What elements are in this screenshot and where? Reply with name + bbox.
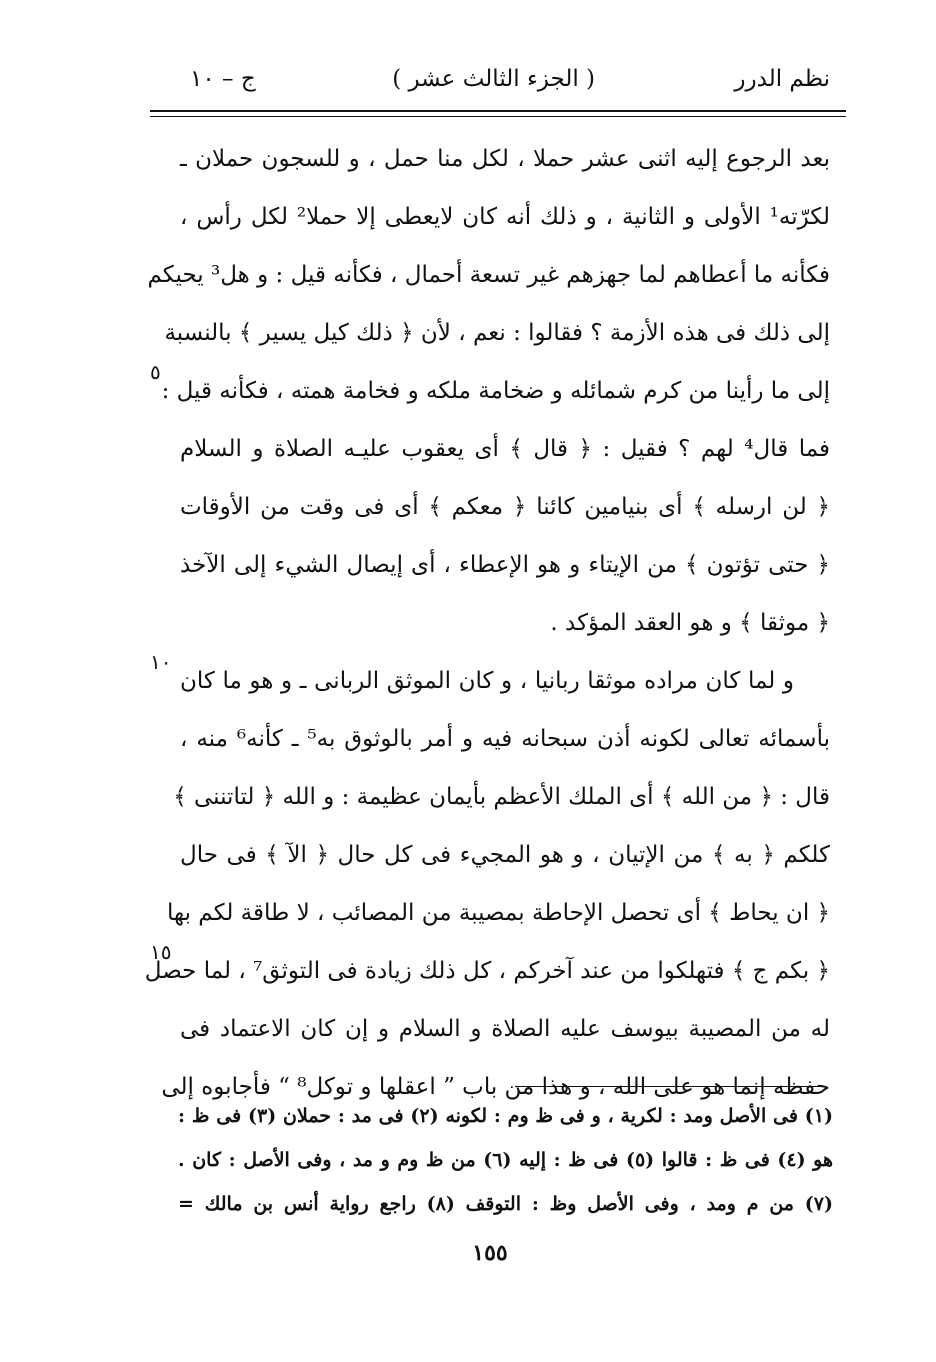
- text-line: إلى ذلك فى هذه الأزمة ؟ فقالوا : نعم ، لأن ﴿ ذلك كيل يسير ﴾ بالنسبة: [164, 320, 830, 346]
- footnote-rule: [515, 1086, 825, 1087]
- text-line: بأسمائه تعالى لكونه أذن سبحانه فيه و أمر بالوثوق به⁵ ـ كأنه⁶ منه ،: [180, 726, 830, 752]
- text-line: ﴿ موثقا ﴾ و هو العقد المؤكد .: [550, 610, 830, 636]
- page-number: ١٥٥: [472, 1240, 508, 1266]
- line-number-5: ٥: [150, 360, 161, 384]
- footnotes: [178, 1094, 833, 1226]
- header-rule: [150, 110, 846, 112]
- line-number-15: ١٥: [150, 940, 172, 964]
- text-line: ﴿ لن ارسله ﴾ أى بنيامين كائنا ﴿ معكم ﴾ أى فى وقت من الأوقات: [180, 494, 830, 520]
- text-line: بعد الرجوع إليه اثنى عشر حملا ، لكل منا حمل ، و للسجون حملان ـ: [180, 146, 830, 172]
- text-line: لكرّته¹ الأولى و الثانية ، و ذلك أنه كان لايعطى إلا حملا² لكل رأس ،: [180, 204, 830, 230]
- text-line: ﴿ ان يحاط ﴾ أى تحصل الإحاطة بمصيبة من المصائب ، لا طاقة لكم بها: [166, 900, 830, 926]
- text-line: قال : ﴿ من الله ﴾ أى الملك الأعظم بأيمان عظيمة : و الله ﴿ لتاتننى ﴾: [173, 784, 830, 810]
- text-line: ﴿ بكم ج ﴾ فتهلكوا من عند آخركم ، كل ذلك زيادة فى التوثق⁷ ، لما حصل: [144, 958, 830, 984]
- text-line: حفظه إنما هو على الله ، و هذا من باب ” اعقلها و توكل⁸ “ فأجابوه إلى: [161, 1074, 830, 1100]
- text-line: ﴿ حتى تؤتون ﴾ من الإيتاء و هو الإعطاء ، أى إيصال الشيء إلى الآخذ: [180, 552, 830, 578]
- footnote-line: (١) فى الأصل ومد : لكرية ، و فى ظ وم : لكونه (٢) فى مد : حملان (٣) فى ظ :: [178, 1105, 833, 1127]
- text-line: إلى ما رأينا من كرم شمائله و ضخامة ملكه و فخامة همته ، فكأنه قيل :: [161, 378, 830, 404]
- book-title: نظم الدرر: [734, 66, 830, 92]
- text-line: له من المصيبة بيوسف عليه الصلاة و السلام و إن كان الاعتماد فى: [180, 1016, 830, 1042]
- text-line: كلكم ﴿ به ﴾ من الإتيان ، و هو المجيء فى كل حال ﴿ الآ ﴾ فى حال: [180, 842, 830, 868]
- volume-label: ج – ١٠: [190, 66, 256, 92]
- text-line: فما قال⁴ لهم ؟ فقيل : ﴿ قال ﴾ أى يعقوب عليـه الصلاة و السلام: [180, 436, 830, 462]
- footnote-line: هو (٤) فى ظ : قالوا (٥) فى ظ : إليه (٦) من ظ وم و مد ، وفى الأصل : كان .: [178, 1149, 833, 1171]
- part-title: ( الجزء الثالث عشر ): [392, 66, 595, 92]
- footnote-line: (٧) من م ومد ، وفى الأصل وظ : التوقف (٨) راجع رواية أنس بن مالك =: [178, 1193, 833, 1215]
- running-header: [150, 60, 840, 102]
- line-number-10: ١٠: [150, 650, 172, 674]
- header-rule-thin: [150, 116, 846, 117]
- text-line: فكأنه ما أعطاهم لما جهزهم غير تسعة أحمال ، فكأنه قيل : و هل³ يحيكم: [147, 262, 830, 288]
- text-line: و لما كان مراده موثقا ربانيا ، و كان الموثق الربانى ـ و هو ما كان: [180, 668, 794, 694]
